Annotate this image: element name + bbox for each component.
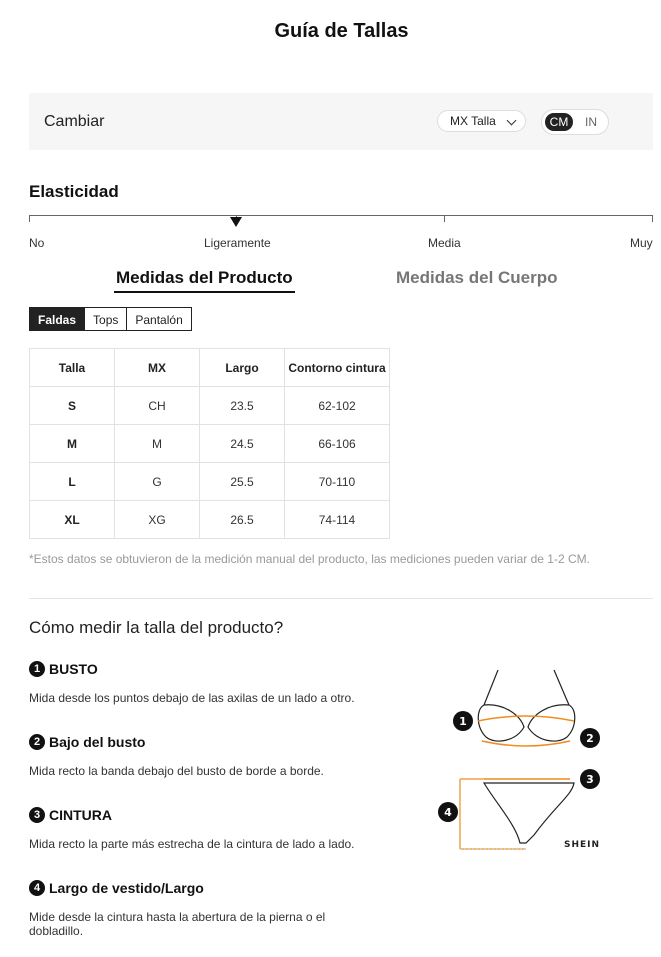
step-heading xyxy=(29,807,112,823)
table-row xyxy=(30,387,390,425)
subtab-pantalon[interactable]: Pantalón xyxy=(126,307,191,331)
switch-label: Cambiar xyxy=(44,113,105,130)
size-table xyxy=(29,348,390,539)
table-cell: 24.5 xyxy=(200,425,285,463)
subtab-faldas[interactable]: Faldas xyxy=(29,307,85,331)
scale-tick xyxy=(652,215,653,222)
shein-brand-logo: SHEIN xyxy=(564,840,601,850)
step-heading xyxy=(29,661,98,677)
table-header-row xyxy=(30,349,390,387)
measurement-illustration xyxy=(436,665,616,855)
table-cell: G xyxy=(115,463,200,501)
header-largo: Largo xyxy=(200,349,285,387)
svg-text:3: 3 xyxy=(586,773,594,786)
step-name: Bajo del busto xyxy=(49,734,146,750)
table-cell: M xyxy=(115,425,200,463)
number-3-icon: 3 xyxy=(29,807,45,823)
elasticity-level-very: Muy xyxy=(630,236,653,250)
number-1-badge-icon xyxy=(453,711,473,731)
table-cell: S xyxy=(30,387,115,425)
table-row xyxy=(30,463,390,501)
size-select-value: MX Talla xyxy=(450,114,496,128)
number-2-badge-icon xyxy=(580,728,600,748)
header-mx: MX xyxy=(115,349,200,387)
elasticity-level-slight: Ligeramente xyxy=(204,236,271,250)
step-heading xyxy=(29,880,204,896)
step-heading xyxy=(29,734,145,750)
header-contorno: Contorno cintura xyxy=(285,349,390,387)
size-system-select[interactable] xyxy=(437,110,526,132)
table-cell: 70-110 xyxy=(285,463,390,501)
svg-text:1: 1 xyxy=(459,715,467,728)
elasticity-level-medium: Media xyxy=(428,236,461,250)
table-cell: 23.5 xyxy=(200,387,285,425)
step-description: Mida recto la parte más estrecha de la cintura de lado a lado. xyxy=(29,837,355,851)
table-cell: 26.5 xyxy=(200,501,285,539)
subtab-tops[interactable]: Tops xyxy=(84,307,127,331)
elasticity-scale xyxy=(29,215,653,216)
number-4-badge-icon xyxy=(438,802,458,822)
unit-cm-button[interactable]: CM xyxy=(545,113,573,131)
svg-text:4: 4 xyxy=(444,806,452,819)
divider xyxy=(29,598,653,599)
unit-in-button[interactable]: IN xyxy=(585,115,597,129)
elasticity-level-no: No xyxy=(29,236,45,250)
table-cell: XG xyxy=(115,501,200,539)
step-description: Mida recto la banda debajo del busto de borde a borde. xyxy=(29,764,324,778)
tab-body-measurements[interactable]: Medidas del Cuerpo xyxy=(396,268,558,287)
unit-switch-bar xyxy=(29,93,653,150)
number-2-icon: 2 xyxy=(29,734,45,750)
table-row xyxy=(30,501,390,539)
scale-tick xyxy=(29,215,30,222)
table-cell: M xyxy=(30,425,115,463)
header-talla: Talla xyxy=(30,349,115,387)
table-cell: 25.5 xyxy=(200,463,285,501)
step-name: CINTURA xyxy=(49,807,112,823)
underbust-measure-line xyxy=(482,741,570,746)
elasticity-marker-icon xyxy=(230,217,242,227)
number-3-badge-icon xyxy=(580,769,600,789)
step-name: BUSTO xyxy=(49,661,98,677)
step-description: Mida desde los puntos debajo de las axilas de un lado a otro. xyxy=(29,691,355,705)
measurement-note: *Estos datos se obtuvieron de la medición manual del producto, las mediciones pueden variar de 1-2 CM. xyxy=(29,552,590,566)
table-row xyxy=(30,425,390,463)
howto-title: Cómo medir la talla del producto? xyxy=(29,618,284,637)
number-4-icon: 4 xyxy=(29,880,45,896)
number-1-icon: 1 xyxy=(29,661,45,677)
bust-measure-line xyxy=(478,716,574,721)
scale-tick xyxy=(444,215,445,222)
elasticity-title: Elasticidad xyxy=(29,182,119,201)
chevron-down-icon xyxy=(507,116,517,126)
table-cell: 62-102 xyxy=(285,387,390,425)
length-measure-line xyxy=(460,779,526,849)
table-cell: CH xyxy=(115,387,200,425)
svg-text:2: 2 xyxy=(586,732,594,745)
bikini-top-drawing xyxy=(478,670,575,741)
unit-toggle xyxy=(541,109,609,135)
table-cell: XL xyxy=(30,501,115,539)
table-cell: 74-114 xyxy=(285,501,390,539)
step-description: Mide desde la cintura hasta la abertura de la pierna o el dobladillo. xyxy=(29,910,326,938)
bikini-bottom-drawing xyxy=(484,783,574,843)
step-name: Largo de vestido/Largo xyxy=(49,880,204,896)
table-cell: 66-106 xyxy=(285,425,390,463)
table-cell: L xyxy=(30,463,115,501)
category-subtabs xyxy=(29,307,192,331)
tab-product-measurements[interactable]: Medidas del Producto xyxy=(116,268,293,287)
page-title: Guía de Tallas xyxy=(274,20,409,42)
